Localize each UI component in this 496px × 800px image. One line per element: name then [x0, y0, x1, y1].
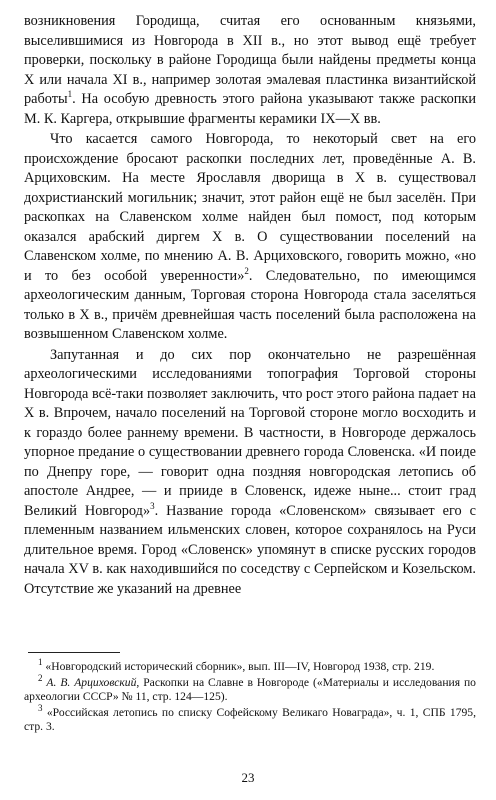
- footnote-text: «Новгородский исторический сборник», вып. III—IV, Новгород 1938, стр. 219.: [45, 660, 435, 673]
- footnote-ref-1[interactable]: 1: [67, 89, 73, 100]
- main-text: [24, 12, 476, 599]
- paragraph-2: [24, 130, 476, 345]
- footnote-mark: 2: [38, 672, 43, 683]
- paragraph-3-text-a: Запутанная и до сих пор окончательно не разрешённая археологическими исследованиями топография Торговой стороны Новгорода всё-таки позволяет заключить, что рост этого района падает на X в. Впрочем, начало поселений на Торговой стороне могло восходить и к гораздо более раннему времени. В частности, в Новгороде держалось упорное предание о существовании древнего города Словенска. «И поиде по Днепру горе, — говорит одна поздняя новгородская летопись об апостоле Андрее, — и прииде в Словенск, идеже ныне... стоит град Великий Новгород»: [24, 346, 476, 519]
- paragraph-3-text-b: . Название города «Словенском» связывает его с племенным названием ильменских словен, которое сохранялось на Руси длительное время. Город «Словенск» упомянут в списке русских городов начала XV в. как находившийся по соседству с Серпейском и Козельском. Отсутствие же указаний на древнее: [24, 502, 476, 597]
- paragraph-1: [24, 12, 476, 129]
- paragraph-3: [24, 346, 476, 600]
- page-number: 23: [241, 770, 255, 785]
- paragraph-1-text-b: . На особую древность этого района указывают также раскопки М. К. Каргера, открывшие фрагменты керамики IX—X вв.: [24, 91, 476, 127]
- footnotes: [24, 657, 476, 735]
- footnote-3: [24, 702, 476, 735]
- paragraph-1-text-a: возникновения Городища, считая его основанным князьями, выселившимися из Новгорода в XII в., но этот вывод ещё требует проверки, поскольку в районе Городища были найдены предметы конца X или начала XI в., например золотая эмалевая пластинка византийской работы: [24, 13, 476, 107]
- footnote-separator: [28, 652, 120, 653]
- footnote-mark: 1: [38, 657, 43, 668]
- footnote-ref-3[interactable]: 3: [150, 500, 155, 511]
- paragraph-2-text-a: Что касается самого Новгорода, то некоторый свет на его происхождение бросают раскопки последних лет, проведённые А. В. Арциховским. На месте Ярославля дворища в X в. существовал дохристианский могильник; значит, этот район ещё не был заселён. При раскопках на Славенском холме найден был помост, под которым оказался арабский диргем X в. О существовании поселений на Славенском холме, по мнению А. В. Арциховского, говорить можно, «но и то без особой уверенности»: [24, 131, 476, 284]
- footnote-1: [24, 657, 476, 675]
- footnote-2: [24, 672, 476, 705]
- footnote-text: «Российская летопись по списку Софейскому Великаго Новаграда», ч. 1, СПБ 1795, стр. 3.: [24, 705, 476, 734]
- footnote-ref-2[interactable]: 2: [244, 265, 249, 276]
- footnote-mark: 3: [38, 702, 43, 713]
- footnote-text: , Раскопки на Славне в Новгороде («Материалы и исследования по археологии СССР» № 11, стр. 124—125).: [24, 675, 476, 704]
- paragraph-2-text-b: . Следовательно, по имеющимся археологическим данным, Торговая сторона Новгорода стала заселяться только в X в., причём древнейшая часть поселений была расположена на возвышенном Славенском холме.: [24, 267, 476, 342]
- footnote-author: А. В. Арциховский: [46, 675, 137, 689]
